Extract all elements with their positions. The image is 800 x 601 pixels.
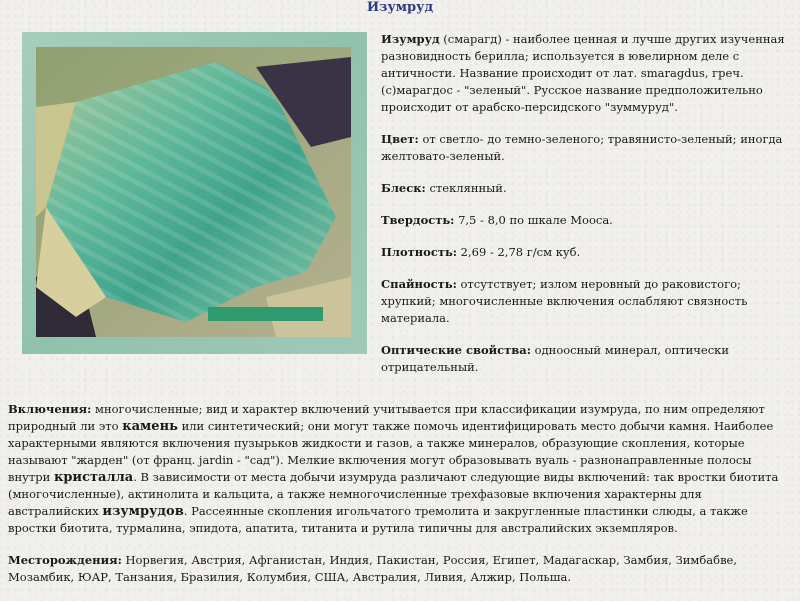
hardness-paragraph: [381, 212, 793, 229]
density-text: 2,69 - 2,78 г/см куб.: [457, 245, 581, 259]
hardness-text: 7,5 - 8,0 по шкале Мооса.: [454, 213, 613, 227]
luster-paragraph: [381, 180, 793, 197]
bottom-section: [8, 401, 794, 601]
inclusions-text-4: . Рассеянные скопления игольчатого тремолита и закругленные пластинки слюды, а также вростки биотита, турмалина, эпидота, апатита, титанита и рутила типичны для австралийских экземпляров.: [8, 504, 748, 535]
density-label: Плотность:: [381, 245, 458, 259]
hardness-label: Твердость:: [381, 213, 455, 227]
inclusions-text-2: или синтетический; они могут также помочь идентифицировать место добычи камня. Наиболее характерными являются включения пузырьков жидкости и газов, а также минералов, образующие скопления, которые называют "жарден" (от франц. jardin - "сад"). Мелкие включения могут образовывать вуаль - разнонаправленные полосы внутри: [8, 419, 774, 484]
luster-text: стеклянный.: [425, 181, 507, 195]
link-izumrudov[interactable]: изумрудов: [102, 504, 184, 519]
optics-label: Оптические свойства:: [381, 343, 531, 357]
link-kamen[interactable]: камень: [122, 419, 178, 434]
luster-label: Блеск:: [381, 181, 426, 195]
inclusions-paragraph: [8, 401, 794, 537]
intro-label: Изумруд: [381, 32, 440, 46]
cleavage-paragraph: [381, 276, 793, 327]
intro-paragraph: [381, 31, 793, 116]
page-title: Изумруд: [366, 0, 434, 15]
emerald-image: [36, 47, 351, 337]
optics-paragraph: [381, 342, 793, 376]
cleavage-label: Спайность:: [381, 277, 457, 291]
deposits-paragraph: [8, 552, 794, 586]
inclusions-text-1: многочисленные; вид и характер включений учитывается при классификации изумруда, по ним определяют природный ли это: [8, 402, 765, 433]
color-text: от светло- до темно-зеленого; травянисто-зеленый; иногда желтовато-зеленый.: [381, 132, 783, 163]
inclusions-label: Включения:: [8, 402, 92, 416]
deposits-label: Месторождения:: [8, 553, 122, 567]
optics-text: одноосный минерал, оптически отрицательный.: [381, 343, 729, 374]
cleavage-text: отсутствует; излом неровный до раковистого; хрупкий; многочисленные включения ослабляют связность материала.: [381, 277, 748, 325]
inclusions-text-3: . В зависимости от места добычи изумруда различают следующие виды включений: так вростки биотита (многочисленные), актинолита и кальцита, а также немногочисленные трехфазовые включения характерны для австралийских: [8, 470, 779, 518]
color-label: Цвет:: [381, 132, 419, 146]
intro-text: (смарагд) - наиболее ценная и лучше других изученная разновидность берилла; используется в ювелирном деле с античности. Название происходит от лат. smaragdus, греч. (с)марагдос - "зеленый". Русское название предположительно происходит от арабско-персидского "зуммуруд".: [381, 32, 785, 114]
density-paragraph: [381, 244, 793, 261]
color-paragraph: [381, 131, 793, 165]
deposits-text: Норвегия, Австрия, Афганистан, Индия, Пакистан, Россия, Египет, Мадагаскар, Замбия, Зимбабве, Мозамбик, ЮАР, Танзания, Бразилия, Колумбия, США, Австралия, Ливия, Алжир, Польша.: [8, 553, 738, 584]
link-kristalla[interactable]: кристалла: [53, 470, 134, 485]
properties-column: [381, 31, 793, 391]
